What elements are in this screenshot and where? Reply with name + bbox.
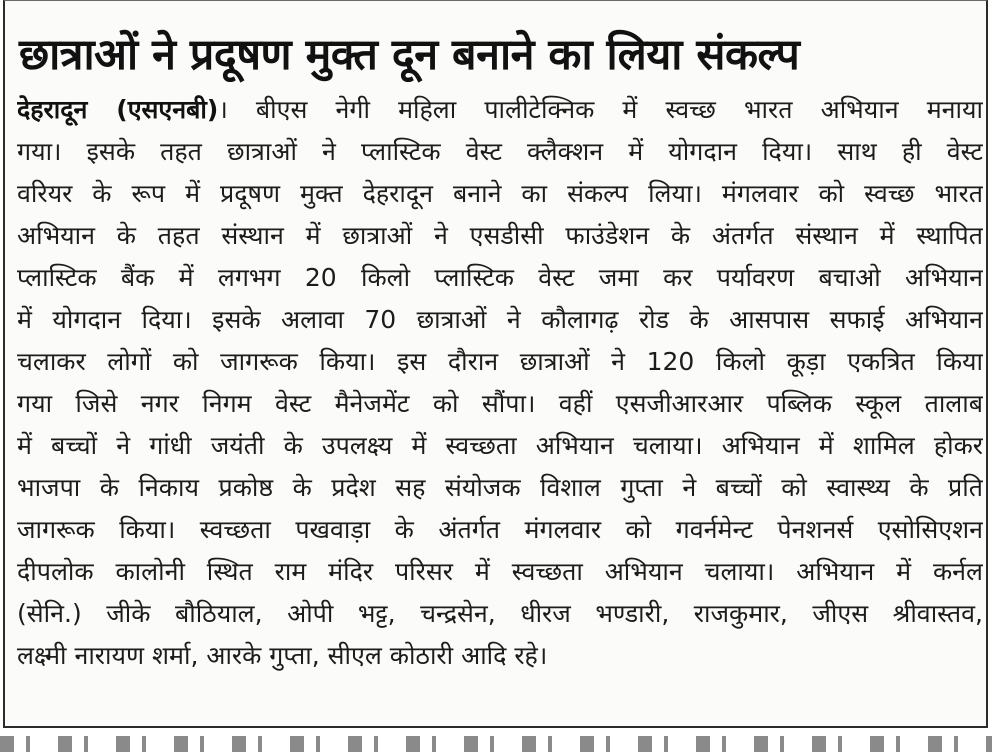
article-line-1 (17, 89, 983, 131)
article-line-12: दीपलोक कालोनी स्थित राम मंदिर परिसर में स्वच्छता अभियान चलाया। अभियान में कर्नल (17, 557, 983, 586)
article-line-10: भाजपा के निकाय प्रकोष्ठ के प्रदेश सह संयोजक विशाल गुप्ता ने बच्चों को स्वास्थ्य के प्रति (17, 473, 983, 502)
next-article-edge (0, 736, 992, 752)
article-line-13: (सेनि.) जीके बौठियाल, ओपी भट्ट, चन्द्रसेन, धीरज भण्डारी, राजकुमार, जीएस श्रीवास्तव, (17, 599, 983, 628)
newspaper-clipping (3, 0, 988, 728)
article-line-8: गया जिसे नगर निगम वेस्ट मैनेजमेंट को सौंपा। वहीं एसजीआरआर पब्लिक स्कूल तालाब (17, 389, 983, 418)
dateline: देहरादून (एसएनबी) (17, 95, 219, 124)
article-line-6: में योगदान दिया। इसके अलावा 70 छात्राओं ने कौलागढ़ रोड के आसपास सफाई अभियान (17, 305, 983, 334)
article-line-4: अभियान के तहत संस्थान में छात्राओं ने एसडीसी फाउंडेशन के अंतर्गत संस्थान में स्थापित (17, 221, 983, 250)
article-line-9: में बच्चों ने गांधी जयंती के उपलक्ष्य में स्वच्छता अभियान चलाया। अभियान में शामिल होकर (17, 431, 983, 460)
article-line-2: गया। इसके तहत छात्राओं ने प्लास्टिक वेस्ट क्लैक्शन में योगदान दिया। साथ ही वेस्ट (17, 137, 983, 166)
article-line-7: चलाकर लोगों को जागरूक किया। इस दौरान छात्राओं ने 120 किलो कूड़ा एकत्रित किया (17, 347, 983, 376)
article-line-14: लक्ष्मी नारायण शर्मा, आरके गुप्ता, सीएल कोठारी आदि रहे। (17, 641, 548, 670)
first-line-text: । बीएस नेगी महिला पालीटेक्निक में स्वच्छ भारत अभियान मनाया (218, 95, 983, 124)
article-line-11: जागरूक किया। स्वच्छता पखवाड़ा के अंतर्गत मंगलवार को गवर्नमेन्ट पेनशनर्स एसोसिएशन (17, 515, 983, 544)
article-line-3: वरियर के रूप में प्रदूषण मुक्त देहरादून बनाने का संकल्प लिया। मंगलवार को स्वच्छ भारत (17, 179, 983, 208)
article-line-5: प्लास्टिक बैंक में लगभग 20 किलो प्लास्टिक वेस्ट जमा कर पर्यावरण बचाओ अभियान (17, 263, 983, 292)
headline: छात्राओं ने प्रदूषण मुक्त दून बनाने का लिया संकल्प (19, 30, 800, 80)
article-body (17, 89, 983, 677)
